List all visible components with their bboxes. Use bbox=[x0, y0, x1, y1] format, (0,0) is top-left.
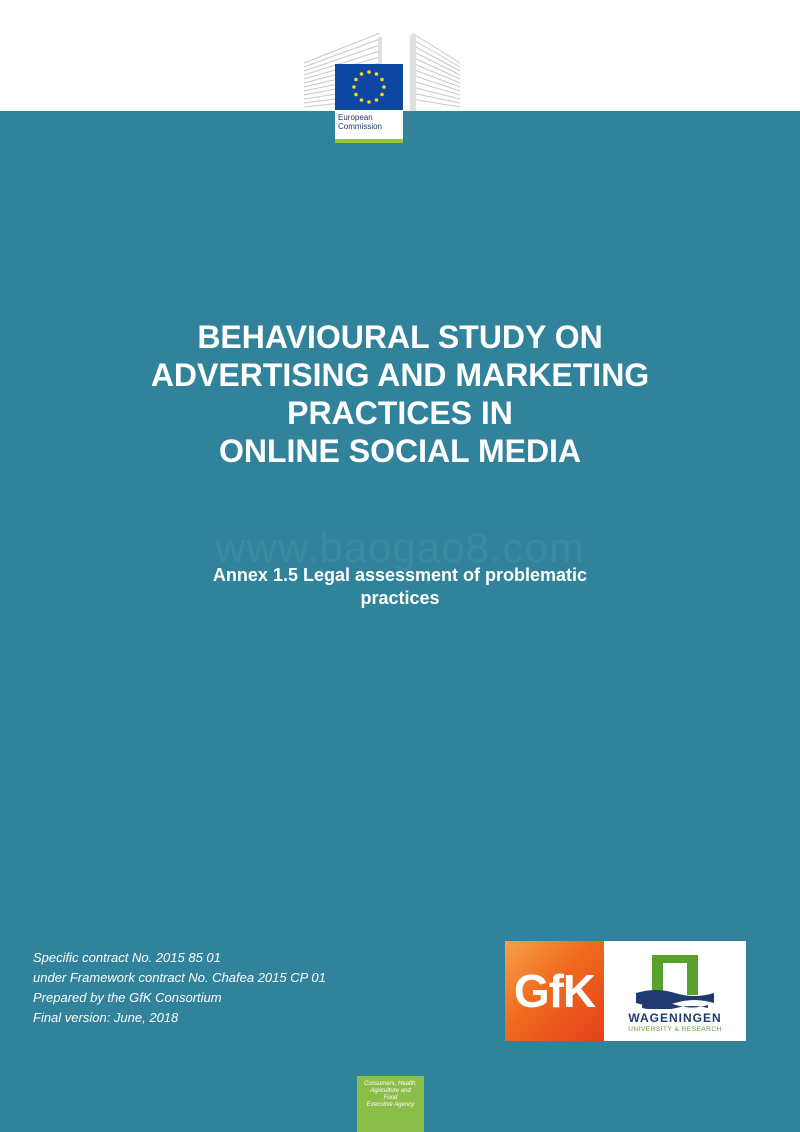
eu-flag bbox=[335, 64, 403, 110]
contract-line: Specific contract No. 2015 85 01 bbox=[33, 950, 221, 965]
document-title bbox=[60, 318, 740, 470]
chafea-line: Agriculture and bbox=[370, 1088, 411, 1094]
wageningen-name: WAGENINGEN bbox=[628, 1011, 722, 1025]
subtitle-line: practices bbox=[360, 588, 440, 608]
ec-label bbox=[338, 113, 382, 131]
ec-green-bar bbox=[335, 139, 403, 143]
contract-line: Final version: June, 2018 bbox=[33, 1010, 179, 1025]
partner-logos bbox=[505, 941, 746, 1041]
chafea-line: Consumers, Health, bbox=[363, 1081, 418, 1087]
title-line: ONLINE SOCIAL MEDIA bbox=[218, 433, 582, 469]
wageningen-emblem-icon bbox=[636, 953, 714, 1009]
contract-line: under Framework contract No. Chafea 2015 CP 01 bbox=[33, 970, 326, 985]
gfk-logo bbox=[505, 941, 604, 1041]
gfk-logo-text: GfK bbox=[513, 965, 596, 1017]
ec-label-box bbox=[335, 110, 403, 140]
european-commission-logo bbox=[302, 33, 462, 143]
chafea-text bbox=[359, 1081, 422, 1109]
subtitle-line: Annex 1.5 Legal assessment of problematic bbox=[212, 565, 588, 585]
watermark: www.baogao8.com bbox=[215, 524, 585, 571]
title-line: ADVERTISING AND MARKETING bbox=[150, 357, 650, 393]
title-line: PRACTICES IN bbox=[287, 395, 513, 431]
document-subtitle bbox=[120, 564, 680, 610]
wageningen-subtitle: UNIVERSITY & RESEARCH bbox=[628, 1026, 722, 1033]
contract-info bbox=[33, 948, 453, 1028]
chafea-line: Executive Agency bbox=[366, 1102, 415, 1108]
contract-line: Prepared by the GfK Consortium bbox=[33, 990, 222, 1005]
eu-stars-icon bbox=[335, 64, 403, 110]
title-line: BEHAVIOURAL STUDY ON bbox=[197, 319, 603, 355]
ec-label-line1: European bbox=[338, 113, 373, 122]
chafea-line: Food bbox=[383, 1095, 398, 1101]
wageningen-logo bbox=[604, 941, 746, 1041]
ec-label-line2: Commission bbox=[338, 122, 383, 131]
chafea-logo bbox=[357, 1076, 424, 1132]
